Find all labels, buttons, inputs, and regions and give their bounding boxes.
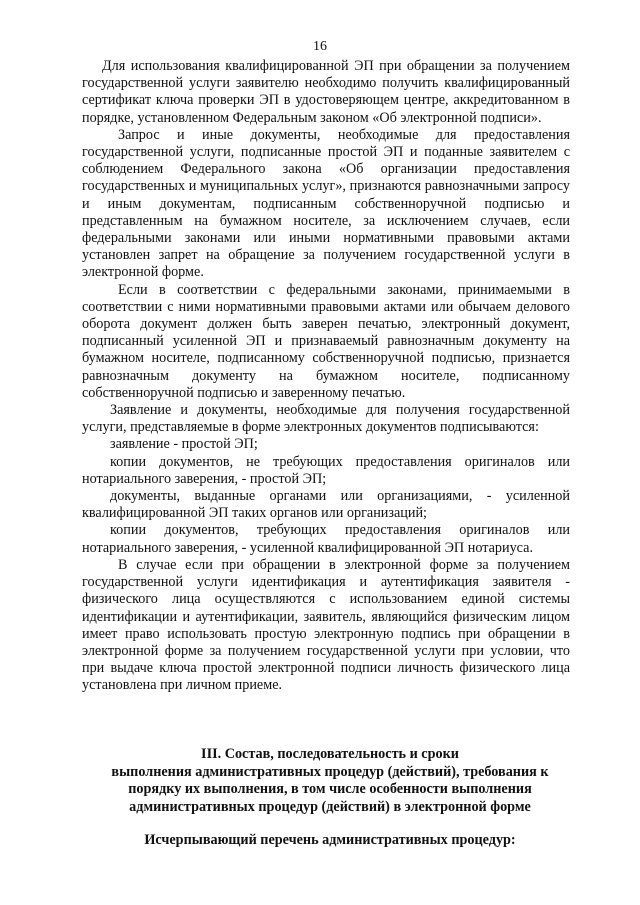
section-title	[70, 746, 590, 816]
section-title-line: III. Состав, последовательность и сроки	[201, 746, 459, 762]
list-item-copies-notary: копии документов, требующих предоставления оригиналов или нотариального заверения, - усиленной квалифицированной ЭП нотариуса.	[82, 522, 570, 556]
paragraph-identification: В случае если при обращении в электронной форме за получением государственной услуги идентификация и аутентификация заявителя - физического лица осуществляются с использованием единой системы идентификации и аутентификации, заявитель, являющийся физическим лицом имеет право использовать простую электронную подпись при обращении в электронной форме за получением государственной услуги при условии, что при выдаче ключа простой электронной подписи личность физического лица установлена при личном приеме.	[82, 556, 570, 694]
subheading: Исчерпывающий перечень административных процедур:	[144, 832, 516, 848]
section-title-line: административных процедур (действий) в электронной форме	[129, 798, 531, 815]
paragraph-simple-signature: Запрос и иные документы, необходимые для предоставления государственной услуги, подписанные простой ЭП и поданные заявителем с соблюдением Федерального закона «Об организации предоставления государственных и муниципальных услуг», признаются равнозначными запросу и иным документам, подписанным собственноручной подписью и представленным на бумажном носителе, за исключением случаев, если федеральными законами или иными нормативными правовыми актами установлен запрет на обращение за получением государственной услуги в электронной форме.	[82, 126, 570, 281]
paragraph-seal-equivalence: Если в соответствии с федеральными законами, принимаемыми в соответствии с ними нормативными правовыми актами или обычаем делового оборота документ должен быть заверен печатью, электронный документ, подписанный усиленной ЭП и признаваемый равнозначным документу на бумажном носителе, подписанному собственноручной подписью, признается равнозначным документу на бумажном носителе, подписанному собственноручной подписью и заверенному печатью.	[82, 281, 570, 401]
list-item-copies-simple: копии документов, не требующих предоставления оригиналов или нотариального заверения, - простой ЭП;	[82, 453, 570, 487]
list-item-org-documents: документы, выданные органами или организациями, - усиленной квалифицированной ЭП таких органов или организаций;	[82, 488, 570, 522]
body-text	[82, 58, 570, 695]
page-number: 16	[313, 39, 327, 54]
section-title-line: порядку их выполнения, в том числе особенности выполнения	[128, 781, 532, 797]
section-title-line: выполнения административных процедур (действий), требования к	[111, 763, 549, 780]
paragraph-signing-intro: Заявление и документы, необходимые для получения государственной услуги, представляемые в форме электронных документов подписываются:	[82, 402, 570, 436]
paragraph-qualified-signature: Для использования квалифицированной ЭП при обращении за получением государственной услуги заявителю необходимо получить квалифицированный сертификат ключа проверки ЭП в удостоверяющем центре, аккредитованном в порядке, установленном Федеральным законом «Об электронной подписи».	[82, 58, 570, 126]
list-item-application: заявление - простой ЭП;	[110, 436, 258, 453]
